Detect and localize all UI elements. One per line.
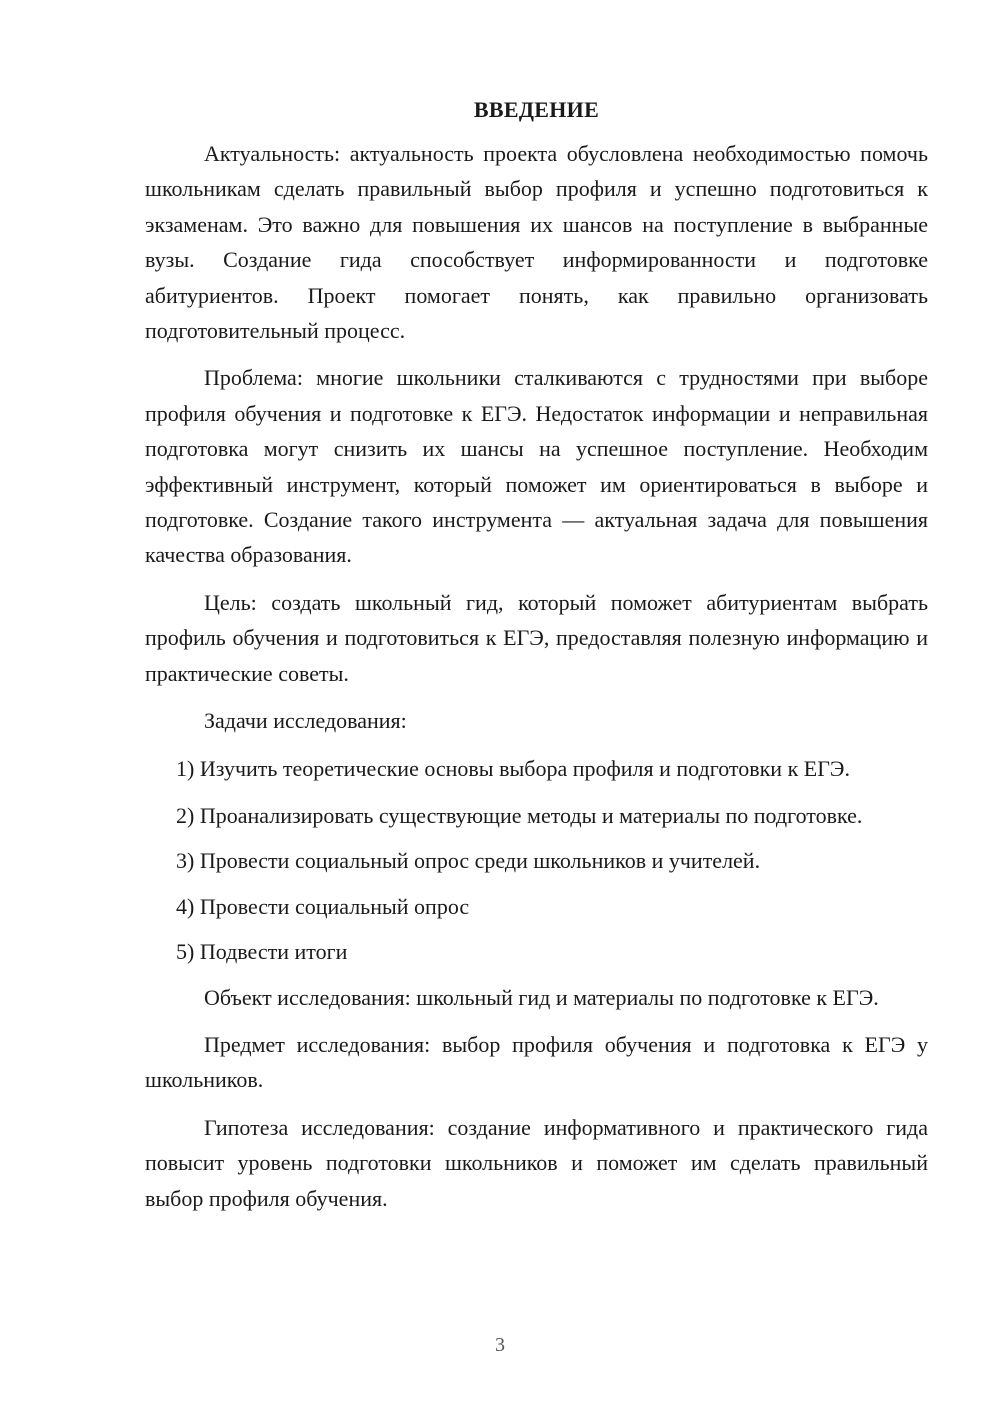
problem-paragraph: Проблема: многие школьники сталкиваются с трудностями при выборе профиля обучения и подготовке к ЕГЭ. Недостаток информации и неправильная подготовка могут снизить их шансы на успешное поступление. Необходим эффективный инструмент, который поможет им ориентироваться в выборе и подготовке. Создание такого инструмента — актуальная задача для повышения качества образования. [145, 365, 928, 568]
object-paragraph: Объект исследования: школьный гид и материалы по подготовке к ЕГЭ. [204, 984, 879, 1010]
subject-paragraph: Предмет исследования: выбор профиля обучения и подготовка к ЕГЭ у школьников. [145, 1031, 928, 1093]
hypothesis-paragraph: Гипотеза исследования: создание информативного и практического гида повысит уровень подготовки школьников и поможет им сделать правильный выбор профиля обучения. [145, 1114, 928, 1211]
goal-paragraph: Цель: создать школьный гид, который поможет абитуриентам выбрать профиль обучения и подготовиться к ЕГЭ, предоставляя полезную информацию и практические советы. [145, 589, 928, 686]
task-item-1: 1) Изучить теоретические основы выбора профиля и подготовки к ЕГЭ. [176, 755, 850, 781]
task-item-5: 5) Подвести итоги [176, 939, 348, 965]
task-item-4: 4) Провести социальный опрос [176, 893, 470, 919]
relevance-paragraph: Актуальность: актуальность проекта обусловлена необходимостью помочь школьникам сделать правильный выбор профиля и успешно подготовиться к экзаменам. Это важно для повышения их шансов на поступление в выбранные вузы. Создание гида способствует информированности и подготовке абитуриентов. Проект помогает понять, как правильно организовать подготовительный процесс. [145, 141, 928, 344]
page-number: 3 [495, 1334, 505, 1356]
document-page [145, 92, 928, 1216]
page-title: ВВЕДЕНИЕ [473, 97, 600, 122]
tasks-heading: Задачи исследования: [204, 708, 407, 734]
task-item-3: 3) Провести социальный опрос среди школьников и учителей. [176, 848, 761, 874]
task-item-2: 2) Проанализировать существующие методы и материалы по подготовке. [176, 802, 863, 828]
